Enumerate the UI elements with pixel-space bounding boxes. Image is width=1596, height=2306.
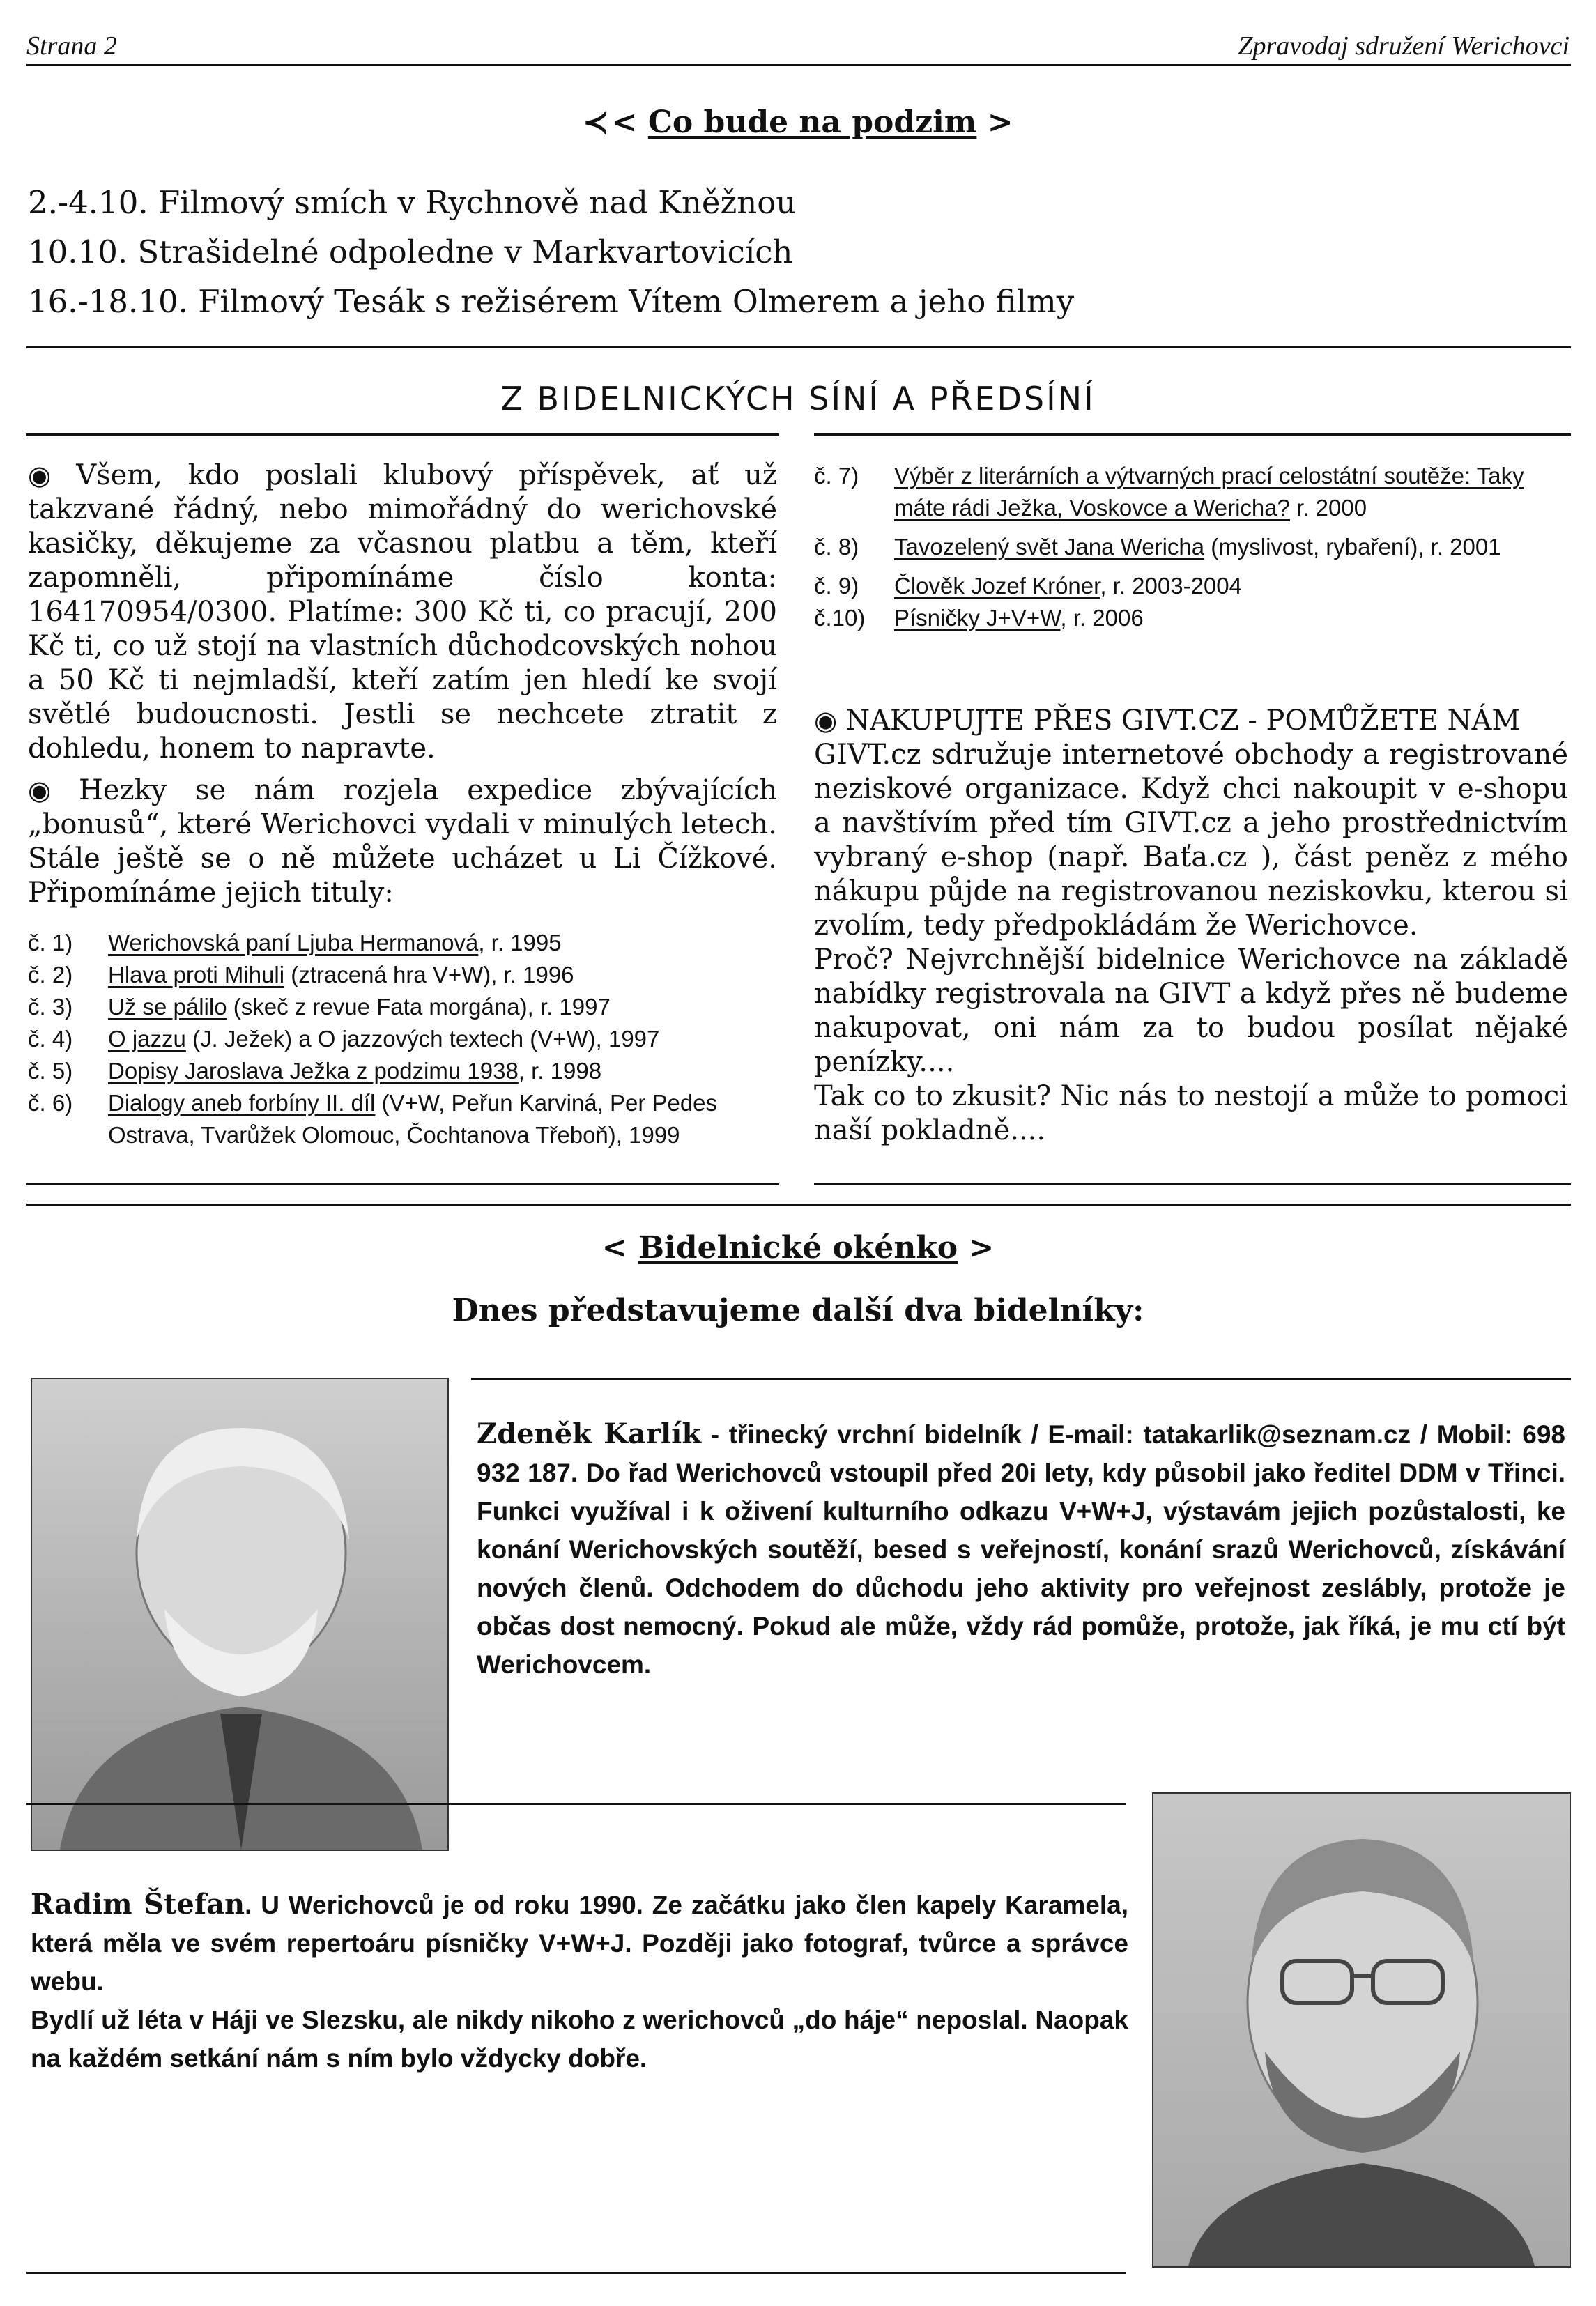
- bio-rule: [26, 1803, 1126, 1805]
- list-item: č. 2) Hlava proti Mihuli (ztracená hra V+W), r. 1996: [28, 962, 574, 987]
- list-item: č. 4) O jazzu (J. Ježek) a O jazzových textech (V+W), 1997: [28, 1026, 660, 1052]
- halls-title: Z BIDELNICKÝCH SÍNÍ A PŘEDSÍNÍ: [500, 380, 1096, 417]
- list-item: č. 7) Výběr z literárních a výtvarných prací celostátní soutěže: Taky máte rádi Ježka, Voskovce a Wericha? r. 2000: [814, 463, 1524, 521]
- title-link[interactable]: Už se pálilo: [108, 994, 227, 1020]
- circle-bullet-icon: ◉: [28, 775, 70, 806]
- autumn-heading: [0, 105, 1596, 140]
- list-item: č.10) Písničky J+V+W, r. 2006: [814, 605, 1144, 631]
- section-rule: [26, 1204, 1571, 1206]
- header-rule: [26, 64, 1571, 66]
- portrait-photo-stefan: [1152, 1792, 1571, 2268]
- event-list: [28, 178, 1074, 326]
- title-link[interactable]: Dialogy aneb forbíny II. díl: [108, 1090, 376, 1116]
- window-heading: [0, 1230, 1596, 1266]
- window-title: Bidelnické okénko: [638, 1230, 958, 1266]
- title-link[interactable]: Písničky J+V+W: [894, 605, 1061, 631]
- title-link[interactable]: Dopisy Jaroslava Ježka z podzimu 1938: [108, 1058, 519, 1084]
- right-chevron-icon: >: [987, 105, 1013, 140]
- page-number: Strana 2: [26, 31, 117, 61]
- right-chevron-icon: >: [968, 1230, 995, 1266]
- circle-bullet-icon: ◉: [814, 705, 838, 736]
- bio-karlik: [477, 1415, 1565, 1684]
- membership-paragraph: [28, 459, 777, 766]
- givt-try: Tak co to zkusit? Nic nás to nestojí a může to pomoci naší pokladně....: [814, 1080, 1568, 1146]
- event-item: 10.10. Strašidelné odpoledne v Markvartovicích: [28, 233, 793, 270]
- person-bio: . U Werichovců je od roku 1990. Ze začátku jako člen kapely Karamela, která měla ve svém repertoáru písničky V+W+J. Později jako fotograf, tvůrce a správce webu.: [31, 1891, 1129, 1996]
- bio-stefan: [31, 1885, 1128, 2077]
- halls-bottom-rule-left: [26, 1183, 779, 1185]
- window-intro: Dnes představujeme další dva bidelníky:: [452, 1293, 1144, 1328]
- title-link[interactable]: Tavozelený svět Jana Wericha: [894, 534, 1205, 560]
- list-item: č. 5) Dopisy Jaroslava Ježka z podzimu 1938, r. 1998: [28, 1058, 602, 1084]
- portrait-placeholder-icon: [1153, 1794, 1570, 2266]
- autumn-title: Co bude na podzim: [647, 105, 977, 140]
- halls-rule-right: [814, 433, 1571, 436]
- bio-rule: [471, 1378, 1571, 1380]
- givt-why: Proč? Nejvrchnější bidelnice Werichovce na základě nabídky registrovala na GIVT a když přes ně budeme nakupovat, oni nám za to budou posílat nějaké penízky....: [814, 944, 1568, 1078]
- title-link[interactable]: Hlava proti Mihuli: [108, 962, 285, 987]
- titles-list-right: [814, 460, 1567, 634]
- left-chevron-icon: ≺ <: [583, 105, 638, 140]
- section-rule: [26, 346, 1571, 348]
- list-item: č. 8) Tavozelený svět Jana Wericha (myslivost, rybaření), r. 2001: [814, 534, 1501, 560]
- membership-text: Všem, kdo poslali klubový příspěvek, ať už takzvané řádný, nebo mimořádný do werichovské kasičky, děkujeme za včasnou platbu a těm, kteří zapomněli, připomínáme číslo konta: 164170954/0300. Platíme: 300 Kč ti, co pracují, 200 Kč ti, co už stojí na vlastních důchodcovských nohou a 50 Kč ti nejmladší, kteří zatím jen hledí ke svojí světlé budoucnosti. Jestli se nechcete ztratit z dohledu, honem to napravte.: [28, 459, 777, 764]
- event-item: 2.-4.10. Filmový smích v Rychnově nad Kněžnou: [28, 184, 797, 221]
- list-item: č. 3) Už se pálilo (skeč z revue Fata morgána), r. 1997: [28, 994, 611, 1020]
- person-bio: - třinecký vrchní bidelník / E-mail: tatakarlik@seznam.cz / Mobil: 698 932 187. Do řad Werichovců vstoupil před 20i lety, kdy působil jako ředitel DDM v Třinci. Funkci využíval i k oživení kulturního odkazu V+W+J, výstavám jejich pozůstalosti, ke konání Werichovských soutěží, besed s veřejností, konání srazů Werichovců, získávání nových členů. Odchodem do důchodu jeho aktivity pro veřejnost zeslábly, protože je občas dost nemocný. Pokud ale může, vždy rád pomůže, protože, jak říká, je mu ctí být Werichovcem.: [477, 1420, 1566, 1679]
- person-name: Zdeněk Karlík: [477, 1417, 702, 1450]
- event-item: 16.-18.10. Filmový Tesák s režisérem Vítem Olmerem a jeho filmy: [28, 283, 1075, 320]
- title-link[interactable]: Člověk Jozef Króner: [894, 573, 1100, 599]
- halls-rule-left: [26, 433, 779, 436]
- bonus-paragraph: [28, 774, 777, 910]
- portrait-photo-karlik: [31, 1378, 449, 1851]
- givt-title: NAKUPUJTE PŘES GIVT.CZ - POMŮŽETE NÁM: [845, 705, 1521, 737]
- list-item: č. 6) Dialogy aneb forbíny II. díl (V+W, Peřun Karviná, Per Pedes Ostrava, Tvarůžek Olomouc, Čochtanova Třeboň), 1999: [28, 1090, 718, 1148]
- circle-bullet-icon: ◉: [28, 460, 68, 491]
- givt-text: GIVT.cz sdružuje internetové obchody a registrované neziskové organizace. Když chci nakoupit v e-shopu a navštívím před tím GIVT.cz a jeho prostřednictvím vybraný e-shop (např. Baťa.cz ), část peněz z mého nákupu půjde na registrovanou neziskovku, kterou si zvolím, tedy předpokládám že Werichovce.: [814, 739, 1568, 941]
- bonus-text: Hezky se nám rozjela expedice zbývajících „bonusů“, které Werichovci vydali v minulých letech. Stále ještě se o ně můžete ucházet u Li Čížkové. Připomínáme jejich tituly:: [28, 774, 777, 909]
- titles-list-left: [28, 927, 781, 1151]
- list-item: č. 1) Werichovská paní Ljuba Hermanová, r. 1995: [28, 930, 562, 955]
- footer-rule: [26, 2272, 1126, 2274]
- givt-section: [814, 704, 1568, 1148]
- person-name: Radim Štefan: [31, 1888, 245, 1921]
- title-link[interactable]: Werichovská paní Ljuba Hermanová: [108, 930, 479, 955]
- publication-title: Zpravodaj sdružení Werichovci: [1238, 31, 1570, 61]
- person-bio-continued: Bydlí už léta v Háji ve Slezsku, ale nikdy nikoho z werichovců „do háje“ neposlal. Naopak na každém setkání nám s ním bylo vždycky dobře.: [31, 2006, 1128, 2073]
- title-link[interactable]: Výběr z literárních a výtvarných prací celostátní soutěže: Taky máte rádi Ježka, Voskovce a Wericha?: [894, 463, 1524, 521]
- portrait-placeholder-icon: [32, 1379, 447, 1850]
- title-link[interactable]: O jazzu: [108, 1026, 186, 1052]
- list-item: č. 9) Člověk Jozef Króner, r. 2003-2004: [814, 573, 1242, 599]
- left-chevron-icon: <: [601, 1230, 628, 1266]
- halls-bottom-rule-right: [814, 1183, 1571, 1185]
